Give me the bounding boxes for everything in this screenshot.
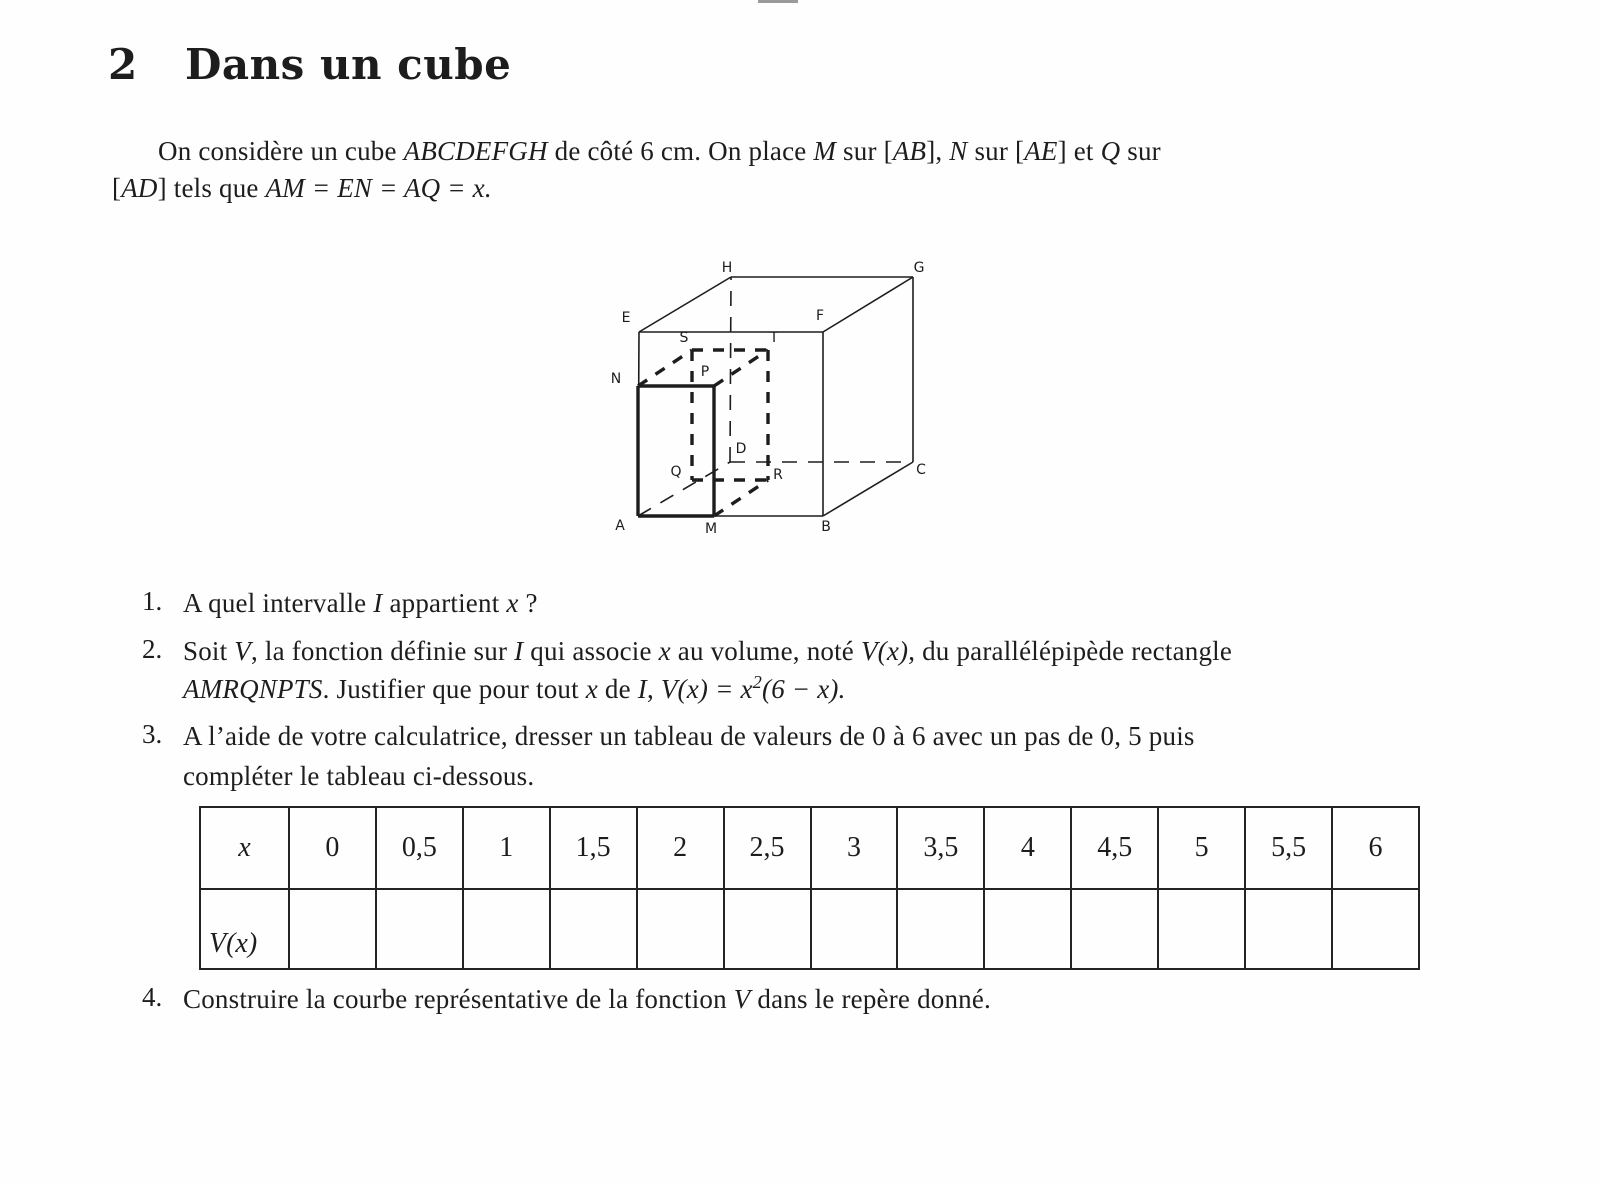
section-number: 2 [108, 40, 138, 89]
x-value-cell: 4 [983, 808, 1070, 888]
text-run: dans le repère donné. [750, 984, 991, 1014]
figure-label-P: P [700, 364, 710, 380]
figure-label-H: H [721, 260, 733, 276]
math-run: N [949, 136, 968, 166]
question-1-text [183, 586, 538, 620]
text-run: ] tels que [157, 173, 266, 203]
question-2-line-1 [183, 634, 1232, 668]
figure-edge-DH [730, 277, 731, 462]
text-run: sur [ [836, 136, 893, 166]
cube-figure [580, 240, 960, 550]
figure-label-C: C [916, 462, 926, 478]
figure-label-S: S [679, 330, 689, 346]
v-value-cell [1070, 888, 1157, 968]
text-run: ? [518, 588, 538, 618]
figure-edge-PT [714, 350, 768, 386]
figure-label-R: R [773, 467, 783, 483]
math-run: ABCDEFGH [403, 136, 548, 166]
text-run: ] et [1057, 136, 1101, 166]
x-value-cell: 4,5 [1070, 808, 1157, 888]
question-3-line-1: A l’aide de votre calculatrice, dresser un tableau de valeurs de 0 à 6 avec un pas de 0, 5 puis [183, 721, 1195, 751]
figure-label-F: F [815, 308, 825, 324]
figure-label-A: A [615, 518, 625, 534]
text-run: sur [1120, 136, 1161, 166]
x-value-cell: 1 [462, 808, 549, 888]
text-run: , la fonction définie sur [250, 636, 515, 666]
v-value-cell [549, 888, 636, 968]
x-value-cell: 3,5 [896, 808, 983, 888]
text-run: Soit [183, 636, 235, 666]
text-run: sur [ [967, 136, 1025, 166]
x-value-cell: 0,5 [375, 808, 462, 888]
math-run: AD [121, 173, 158, 203]
figure-label-Q: Q [670, 464, 682, 480]
x-value-cell: 3 [810, 808, 897, 888]
v-value-cell [375, 888, 462, 968]
figure-label-M: M [704, 521, 718, 537]
math-run: AB [892, 136, 927, 166]
text-run: ], [926, 136, 950, 166]
text-run: de [597, 674, 638, 704]
figure-label-T: T [769, 330, 779, 346]
v-value-cell [896, 888, 983, 968]
math-run: I [514, 636, 524, 666]
math-run: Q [1100, 136, 1121, 166]
math-run: V(x) = x [660, 674, 753, 704]
figure-edge-BC [823, 462, 913, 516]
text-run: de côté 6 cm. On place [547, 136, 814, 166]
math-run: I [637, 674, 647, 704]
v-value-cell [983, 888, 1070, 968]
math-run: AM = EN = AQ = x. [265, 173, 492, 203]
question-1-number: 1. [142, 586, 163, 616]
figure-edge-EH [639, 277, 731, 332]
figure-edge-GF [823, 277, 913, 332]
text-run: , du parallélépipède rectangle [908, 636, 1233, 666]
text-run: au volume, noté [670, 636, 861, 666]
figure-label-E: E [621, 310, 631, 326]
figure-label-B: B [821, 519, 831, 535]
figure-edge-AD [638, 462, 730, 516]
x-value-cell: 5,5 [1244, 808, 1331, 888]
table-header-x: x [238, 832, 251, 863]
v-value-cell [1331, 888, 1418, 968]
math-run: x [658, 636, 671, 666]
math-run: M [813, 136, 837, 166]
text-run: , [646, 674, 661, 704]
text-run: appartient [382, 588, 507, 618]
x-value-cell: 1,5 [549, 808, 636, 888]
section-title: Dans un cube [185, 40, 512, 89]
math-run: AMRQNPTS [183, 674, 323, 704]
intro-line-1 [158, 134, 1161, 168]
v-value-cell [1157, 888, 1244, 968]
figure-edge-MR [714, 480, 768, 516]
v-value-cell [723, 888, 810, 968]
intro-line-2 [112, 171, 492, 205]
scan-artifact-mark [758, 0, 798, 3]
v-value-cell [636, 888, 723, 968]
v-value-cell [288, 888, 375, 968]
x-value-cell: 2 [636, 808, 723, 888]
math-run: AE [1024, 136, 1058, 166]
math-run: x [585, 674, 598, 704]
text-run: . Justifier que pour tout [322, 674, 586, 704]
math-run: V(x) [860, 636, 909, 666]
question-2-line-2 [183, 672, 846, 706]
math-exponent: 2 [752, 672, 763, 692]
question-3-line-2: compléter le tableau ci-dessous. [183, 761, 535, 791]
text-run: Construire la courbe représentative de la fonction [183, 984, 734, 1014]
figure-label-D: D [735, 441, 747, 457]
math-run: V [234, 636, 251, 666]
question-3-number: 3. [142, 719, 163, 749]
question-4-number: 4. [142, 982, 163, 1012]
math-run: x [506, 588, 519, 618]
text-run: On considère un cube [158, 136, 404, 166]
values-table [199, 806, 1420, 970]
text-run: A quel intervalle [183, 588, 374, 618]
text-run: qui associe [523, 636, 659, 666]
figure-edge-NS [638, 350, 692, 386]
text-run: [ [112, 173, 122, 203]
figure-label-G: G [913, 260, 925, 276]
table-header-vx: V(x) [201, 888, 288, 968]
question-2-number: 2. [142, 634, 163, 664]
v-value-cell [1244, 888, 1331, 968]
x-value-cell: 5 [1157, 808, 1244, 888]
math-run: (6 − x). [762, 674, 846, 704]
question-4-text [183, 982, 991, 1016]
figure-label-N: N [610, 371, 622, 387]
v-value-cell [810, 888, 897, 968]
x-value-cell: 0 [288, 808, 375, 888]
math-run: I [373, 588, 383, 618]
math-run: V [733, 984, 751, 1014]
x-value-cell: 2,5 [723, 808, 810, 888]
v-value-cell [462, 888, 549, 968]
x-value-cell: 6 [1331, 808, 1418, 888]
